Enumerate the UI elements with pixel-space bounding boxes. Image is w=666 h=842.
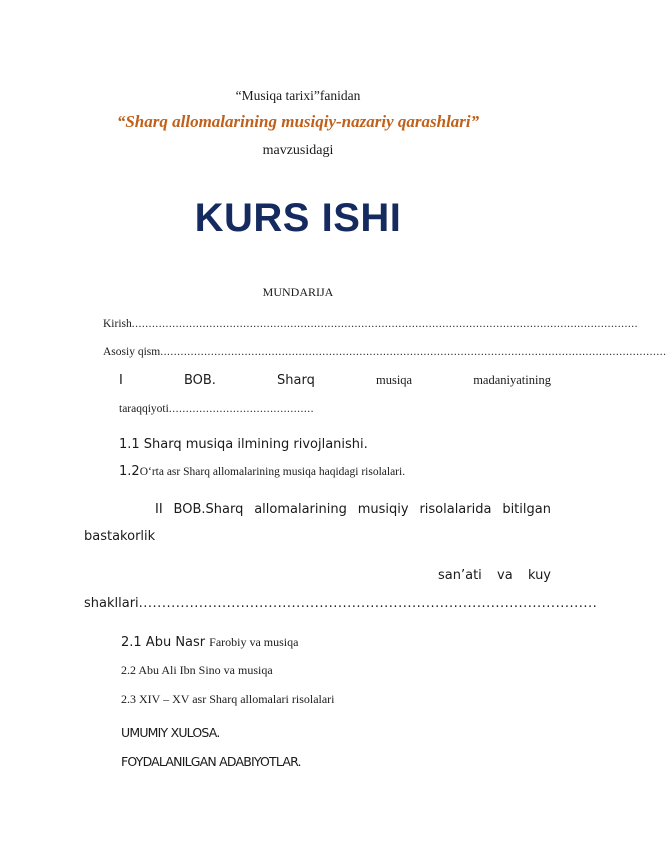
toc-entry-asosiy <box>103 346 666 362</box>
toc-word: BOB.Sharq <box>173 502 244 517</box>
toc-word: Sharq <box>277 373 315 388</box>
toc-entry-xulosa: UMUMIY XULOSA. <box>121 725 220 740</box>
toc-word: risolalarida <box>419 502 492 517</box>
toc-entry-label: shakllari <box>84 596 139 611</box>
toc-entry-2-2: 2.2 Abu Ali Ibn Sino va musiqa <box>121 663 273 677</box>
toc-entry-kirish <box>103 318 638 334</box>
toc-section-number: 1.2 <box>119 464 140 479</box>
toc-leader-dots: ...................................................................................................................................................... <box>131 318 638 330</box>
toc-word: II <box>155 502 163 517</box>
toc-entry-2-3: 2.3 XIV – XV asr Sharq allomalari risolalari <box>121 692 335 706</box>
toc-word: san’ati <box>438 568 482 583</box>
toc-entry-label: Farobiy va musiqa <box>209 635 299 649</box>
toc-leader-dots: ...................................................................................................................................................... <box>160 346 666 358</box>
toc-entry-2-1 <box>121 633 298 651</box>
topic-title: “Sharq allomalarining musiqiy-nazariy qarashlari” <box>116 112 480 131</box>
toc-entry-label: 2.1 Abu Nasr <box>121 635 206 650</box>
toc-word: I <box>119 373 123 388</box>
toc-entry-1-1: 1.1 Sharq musiqa ilmining rivojlanishi. <box>119 437 368 452</box>
toc-title: MUNDARIJA <box>262 285 334 299</box>
toc-entry-label: Asosiy qism <box>103 346 161 358</box>
toc-entry-label: taraqqiyoti <box>119 403 169 415</box>
topic-suffix: mavzusidagi <box>262 143 334 158</box>
toc-entry-bob2-line1-end: bastakorlik <box>84 529 156 544</box>
toc-word: va <box>497 568 513 583</box>
toc-entry-1-2 <box>119 462 405 480</box>
toc-word: allomalarining <box>254 502 347 517</box>
work-title: KURS ISHI <box>194 196 402 240</box>
toc-entry-bob1-continuation <box>119 403 419 419</box>
toc-entry-adabiyotlar: FOYDALANILGAN ADABIYOTLAR. <box>121 754 301 769</box>
toc-word: madaniyatining <box>473 373 551 387</box>
toc-leader-dots: ................................................................................................... <box>138 596 598 611</box>
toc-entry-bob2 <box>155 502 551 517</box>
toc-entry-bob2-line3 <box>84 596 598 611</box>
toc-word: BOB. <box>183 373 216 388</box>
toc-word: musiqiy <box>357 502 409 517</box>
toc-entry-bob2-line2 <box>438 568 551 583</box>
toc-word: kuy <box>527 568 551 583</box>
subject-line: “Musiqa tarixi”fanidan <box>235 88 361 103</box>
toc-entry-label: Kirish <box>103 318 132 330</box>
toc-leader-dots: ........................................... <box>168 403 314 415</box>
toc-entry-label: O‘rta asr Sharq allomalarining musiqa haqidagi risolalari. <box>139 466 406 478</box>
toc-entry-bob1 <box>119 373 551 391</box>
toc-word: musiqa <box>375 373 413 387</box>
toc-word: bitilgan <box>502 502 551 517</box>
